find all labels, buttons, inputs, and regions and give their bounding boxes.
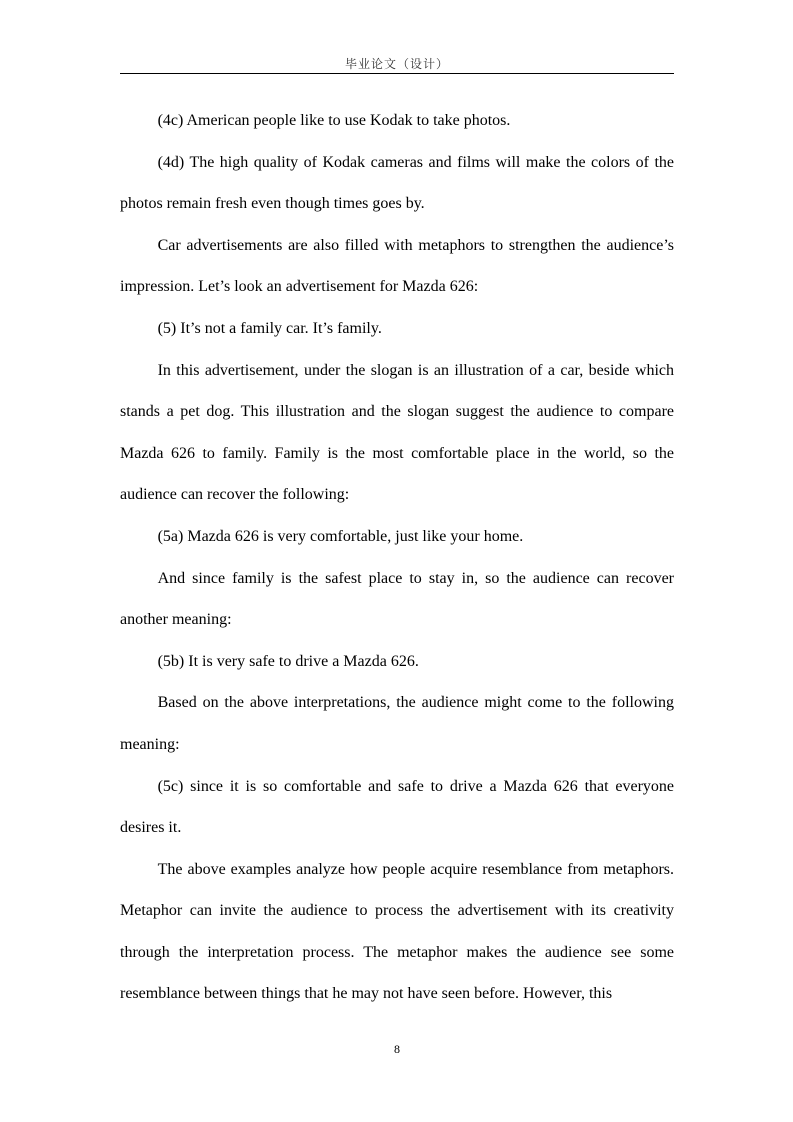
paragraph-safest: And since family is the safest place to stay in, so the audience can recover another meaning: (120, 569, 674, 629)
paragraph-4d: (4d) The high quality of Kodak cameras and films will make the colors of the photos remain fresh even though times goes by. (120, 153, 674, 213)
paragraph-interpretations: Based on the above interpretations, the audience might come to the following meaning: (120, 694, 674, 753)
page-header: 毕业论文（设计） (344, 57, 449, 71)
paragraph-illustration: In this advertisement, under the slogan is an illustration of a car, beside which stands a pet dog. This illustration and the slogan suggest the audience to compare Mazda 626 to family. Family is the most comfortable place in the world, so the audience can recover the following: (120, 361, 674, 504)
header-divider (120, 73, 674, 74)
paragraph-5b: (5b) It is very safe to drive a Mazda 626. (157, 652, 419, 670)
document-body (120, 100, 674, 1015)
paragraph-5a: (5a) Mazda 626 is very comfortable, just like your home. (157, 527, 524, 545)
page-number: 8 (394, 1042, 400, 1056)
paragraph-car-ads: Car advertisements are also filled with metaphors to strengthen the audience’s impression. Let’s look an advertisement for Mazda 626: (120, 236, 674, 296)
paragraph-examples: The above examples analyze how people acquire resemblance from metaphors. Metaphor can invite the audience to process the advertisement with its creativity through the interpretation process. The metaphor makes the audience see some resemblance between things that he may not have seen before. However, this (120, 860, 674, 1003)
paragraph-5: (5) It’s not a family car. It’s family. (157, 319, 382, 337)
paragraph-5c: (5c) since it is so comfortable and safe to drive a Mazda 626 that everyone desires it. (120, 777, 674, 837)
paragraph-4c: (4c) American people like to use Kodak to take photos. (157, 112, 511, 129)
